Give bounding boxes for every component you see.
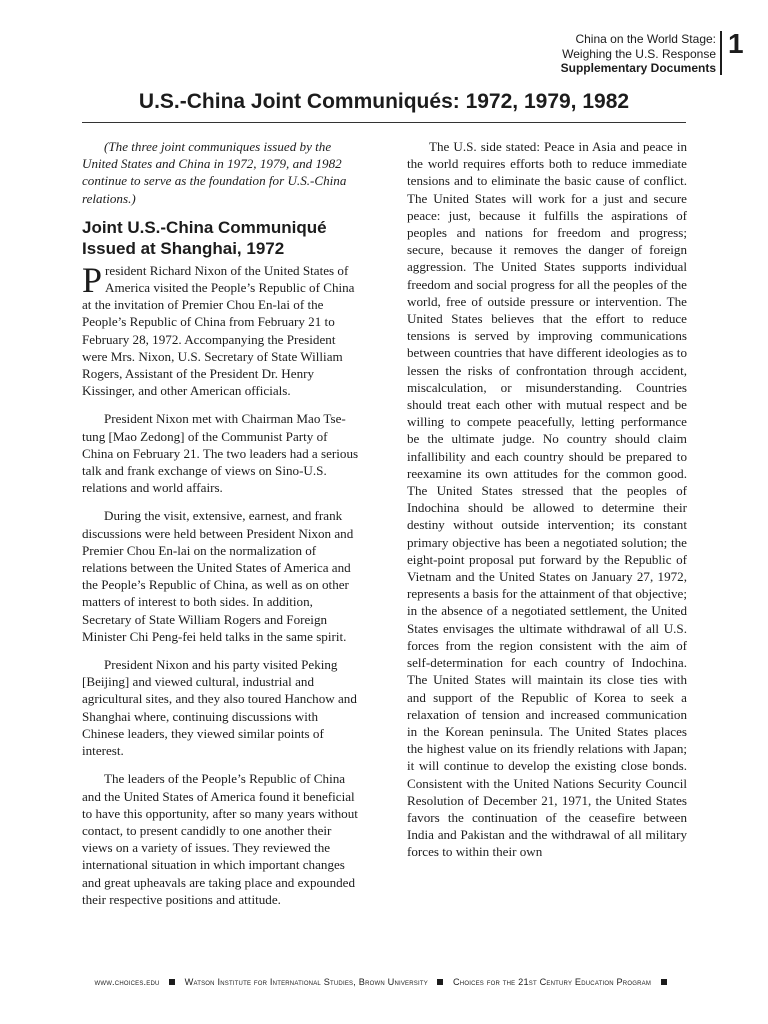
footer-separator-square	[437, 979, 443, 985]
footer-program: Choices for the 21st Century Education Program	[452, 977, 652, 987]
page-title: U.S.-China Joint Communiqués: 1972, 1979, 1982	[138, 90, 630, 113]
left-column	[82, 138, 362, 919]
right-column	[407, 138, 687, 872]
drop-cap: P	[82, 259, 103, 300]
footer-separator-square	[169, 979, 175, 985]
paragraph-text: resident Richard Nixon of the United States of America visited the People’s Republic of China at the invitation of Premier Chou En-lai of the People’s Republic of China from February 21 to February 28, 1972. Accompanying the President were Mrs. Nixon, U.S. Secretary of State William Rogers, Assistant of the President Dr. Henry Kissinger, and other American officials.	[82, 262, 355, 399]
paragraph: President Nixon met with Chairman Mao Tse-tung [Mao Zedong] of the Communist Party of China on February 21. The two leaders had a serious talk and frank exchange of views on Sino-U.S. relations and world affairs.	[82, 411, 359, 496]
title-underline	[82, 122, 686, 123]
header-series-title: China on the World Stage:	[575, 32, 716, 46]
footer-separator-square	[661, 979, 667, 985]
header-subtitle: Weighing the U.S. Response	[562, 46, 716, 61]
section-heading: Joint U.S.-China Communiqué Issued at Shanghai, 1972	[82, 217, 327, 258]
paragraph	[82, 259, 362, 400]
intro-note: (The three joint communiques issued by the United States and China in 1972, 1979, and 1982 continue to serve as the foundation for U.S.-China relations.)	[82, 139, 347, 206]
page-number: 1	[728, 28, 744, 59]
paragraph: During the visit, extensive, earnest, and frank discussions were held between President Nixon and Premier Chou En-lai on the normalization of relations between the United States of America and the People’s Republic of China, as well as on other matters of interest to both sides. In addition, Secretary of State William Rogers and Foreign Minister Chi Peng-fei held talks in the same spirit.	[82, 508, 354, 644]
paragraph: The U.S. side stated: Peace in Asia and peace in the world requires efforts both to reduce immediate tensions and to eliminate the basic cause of conflict. The United States will work for a just and secure peace: just, because it fulfills the aspirations of peoples and nations for freedom and progress; secure, because it removes the danger of foreign aggression. The United States supports individual freedom and social progress for all the peoples of the world, free of outside pressure or intervention. The United States believes that the effort to reduce tensions is served by improving communications between countries that have different ideologies as to lessen the risks of confrontation through accident, miscalculation, or misunderstanding. Countries should treat each other with mutual respect and be willing to compete peacefully, letting performance be the ultimate judge. No country should claim infallibility and each country should be prepared to reexamine its own attitudes for the common good. The United States stressed that the peoples of Indochina should be allowed to determine their destiny without outside intervention; its constant primary objective has been a negotiated solution; the eight-point proposal put forward by the Republic of Vietnam and the United States on January 27, 1972, represents a basis for the attainment of that objective; in the absence of a negotiated settlement, the United States envisages the ultimate withdrawal of all U.S. forces from the region consistent with the aim of self-determination for each country of Indochina. The United States will maintain its close ties with and support of the Republic of Korea to seek a relaxation of tension and increased communication in the Korean peninsula. The United States places the highest value on its friendly relations with Japan; it will continue to develop the existing close bonds. Consistent with the United Nations Security Council Resolution of December 21, 1971, the United States favors the continuation of the ceasefire between India and Pakistan and the withdrawal of all military forces to within their own	[407, 139, 687, 860]
header-section-label: Supplementary Documents	[560, 61, 716, 75]
paragraph: The leaders of the People’s Republic of China and the United States of America found it beneficial to have this opportunity, after so many years without contact, to present candidly to one another their views on a variety of issues. They reviewed the international situation in which important changes and great upheavals are taking place and expounded their respective positions and attitude.	[82, 771, 358, 907]
running-header	[561, 32, 716, 76]
page-footer	[0, 977, 768, 987]
header-divider	[720, 31, 722, 75]
footer-institute: Watson Institute for International Studies, Brown University	[184, 977, 428, 987]
footer-website-link[interactable]: www.choices.edu	[94, 977, 160, 987]
paragraph: President Nixon and his party visited Peking [Beijing] and viewed cultural, industrial and agricultural sites, and they also toured Hanchow and Shanghai where, continuing discussions with Chinese leaders, they viewed similar points of interest.	[82, 657, 357, 759]
